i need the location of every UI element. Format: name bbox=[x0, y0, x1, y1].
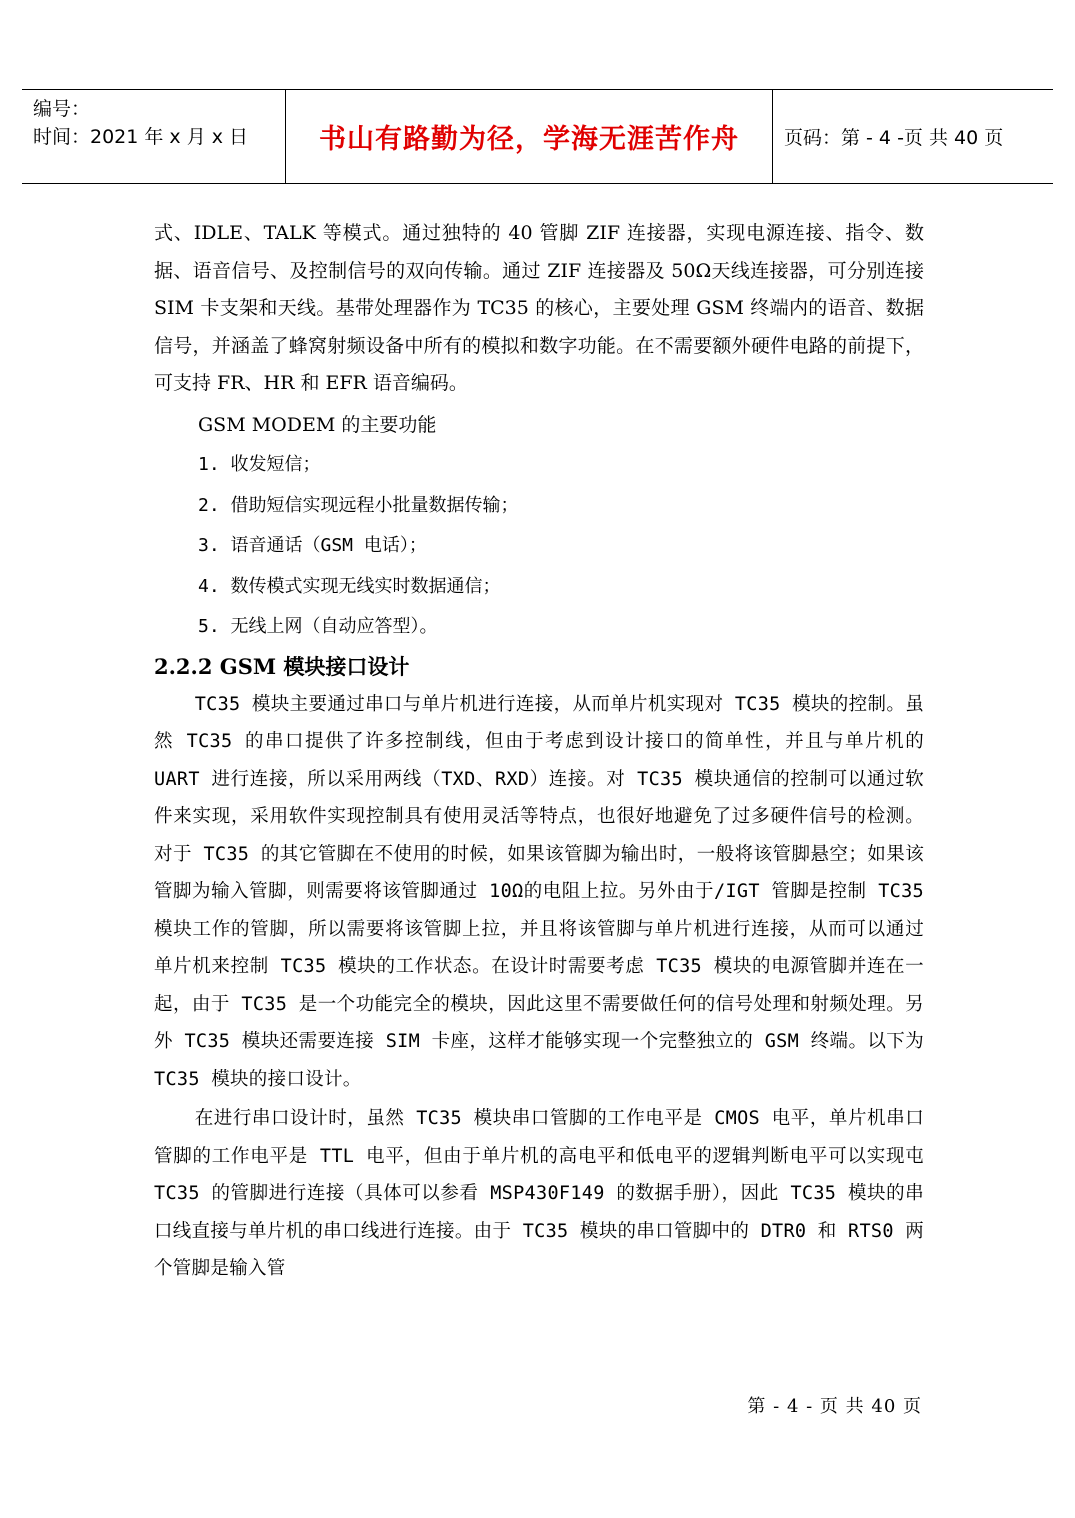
section-heading: 2.2.2 GSM 模块接口设计 bbox=[154, 653, 410, 679]
header-motto-cell bbox=[285, 90, 773, 183]
functions-title: GSM MODEM 的主要功能 bbox=[198, 413, 437, 436]
function-item-2: 2. 借助短信实现远程小批量数据传输； bbox=[198, 494, 519, 516]
header-page-cell bbox=[773, 90, 1053, 183]
interface-paragraph: TC35 模块主要通过串口与单片机进行连接，从而单片机实现对 TC35 模块的控制。虽然 TC35 的串口提供了许多控制线，但由于考虑到设计接口的简单性，并且与单片机的 UART 进行连接，所以采用两线（TXD、RXD）连接。对 TC35 模块通信的控制可以通过软件来实现，采用软件实现控制具有使用灵活等特点，也很好地避免了过多硬件信号的检测。对于 TC35 的其它管脚在不使用的时候，如果该管脚为输出时，一般将该管脚悬空；如果该管脚为输入管脚，则需要将该管脚通过 10Ω的电阻上拉。另外由于/IGT 管脚是控制 TC35 模块工作的管脚，所以需要将该管脚上拉，并且将该管脚与单片机进行连接，从而可以通过单片机来控制 TC35 模块的工作状态。在设计时需要考虑 TC35 模块的电源管脚并连在一起，由于 TC35 是一个功能完全的模块，因此这里不需要做任何的信号处理和射频处理。另外 TC35 模块还需要连接 SIM 卡座，这样才能够实现一个完整独立的 GSM 终端。以下为 TC35 模块的接口设计。 bbox=[154, 693, 924, 1090]
motto-text: 书山有路勤为径，学海无涯苦作舟 bbox=[319, 124, 739, 155]
serial-paragraph: 在进行串口设计时，虽然 TC35 模块串口管脚的工作电平是 CMOS 电平，单片机串口管脚的工作电平是 TTL 电平，但由于单片机的高电平和低电平的逻辑判断电平可以实现屯 TC35 的管脚进行连接（具体可以参看 MSP430F149 的数据手册），因此 TC35 模块的串口线直接与单片机的串口线进行连接。由于 TC35 模块的串口管脚中的 DTR0 和 RTS0 两个管脚是输入管 bbox=[154, 1108, 924, 1279]
function-item-3: 3. 语音通话（GSM 电话）； bbox=[198, 535, 427, 556]
function-item-4: 4. 数传模式实现无线实时数据通信； bbox=[198, 575, 501, 597]
function-item-5: 5. 无线上网（自动应答型）。 bbox=[198, 616, 438, 637]
header-meta bbox=[22, 90, 285, 183]
document-body bbox=[154, 215, 924, 1288]
page-footer: 第 - 4 - 页 共 40 页 bbox=[747, 1396, 922, 1417]
intro-paragraph: 式、IDLE、TALK 等模式。通过独特的 40 管脚 ZIF 连接器，实现电源连接、指令、数据、语音信号、及控制信号的双向传输。通过 ZIF 连接器及 50Ω天线连接器，可分别连接 SIM 卡支架和天线。基带处理器作为 TC35 的核心，主要处理 GSM 终端内的语音、数据信号，并涵盖了蜂窝射频设备中所有的模拟和数字功能。在不需要额外硬件电路的前提下，可支持 FR、HR 和 EFR 语音编码。 bbox=[154, 222, 924, 394]
page-header bbox=[22, 89, 1053, 184]
header-page-info: 页码：第 - 4 -页 共 40 页 bbox=[784, 127, 1004, 149]
doc-number-label: 编号： bbox=[33, 98, 91, 120]
doc-date-label: 时间：2021 年 x 月 x 日 bbox=[33, 126, 249, 148]
function-item-1: 1. 收发短信； bbox=[198, 454, 321, 475]
